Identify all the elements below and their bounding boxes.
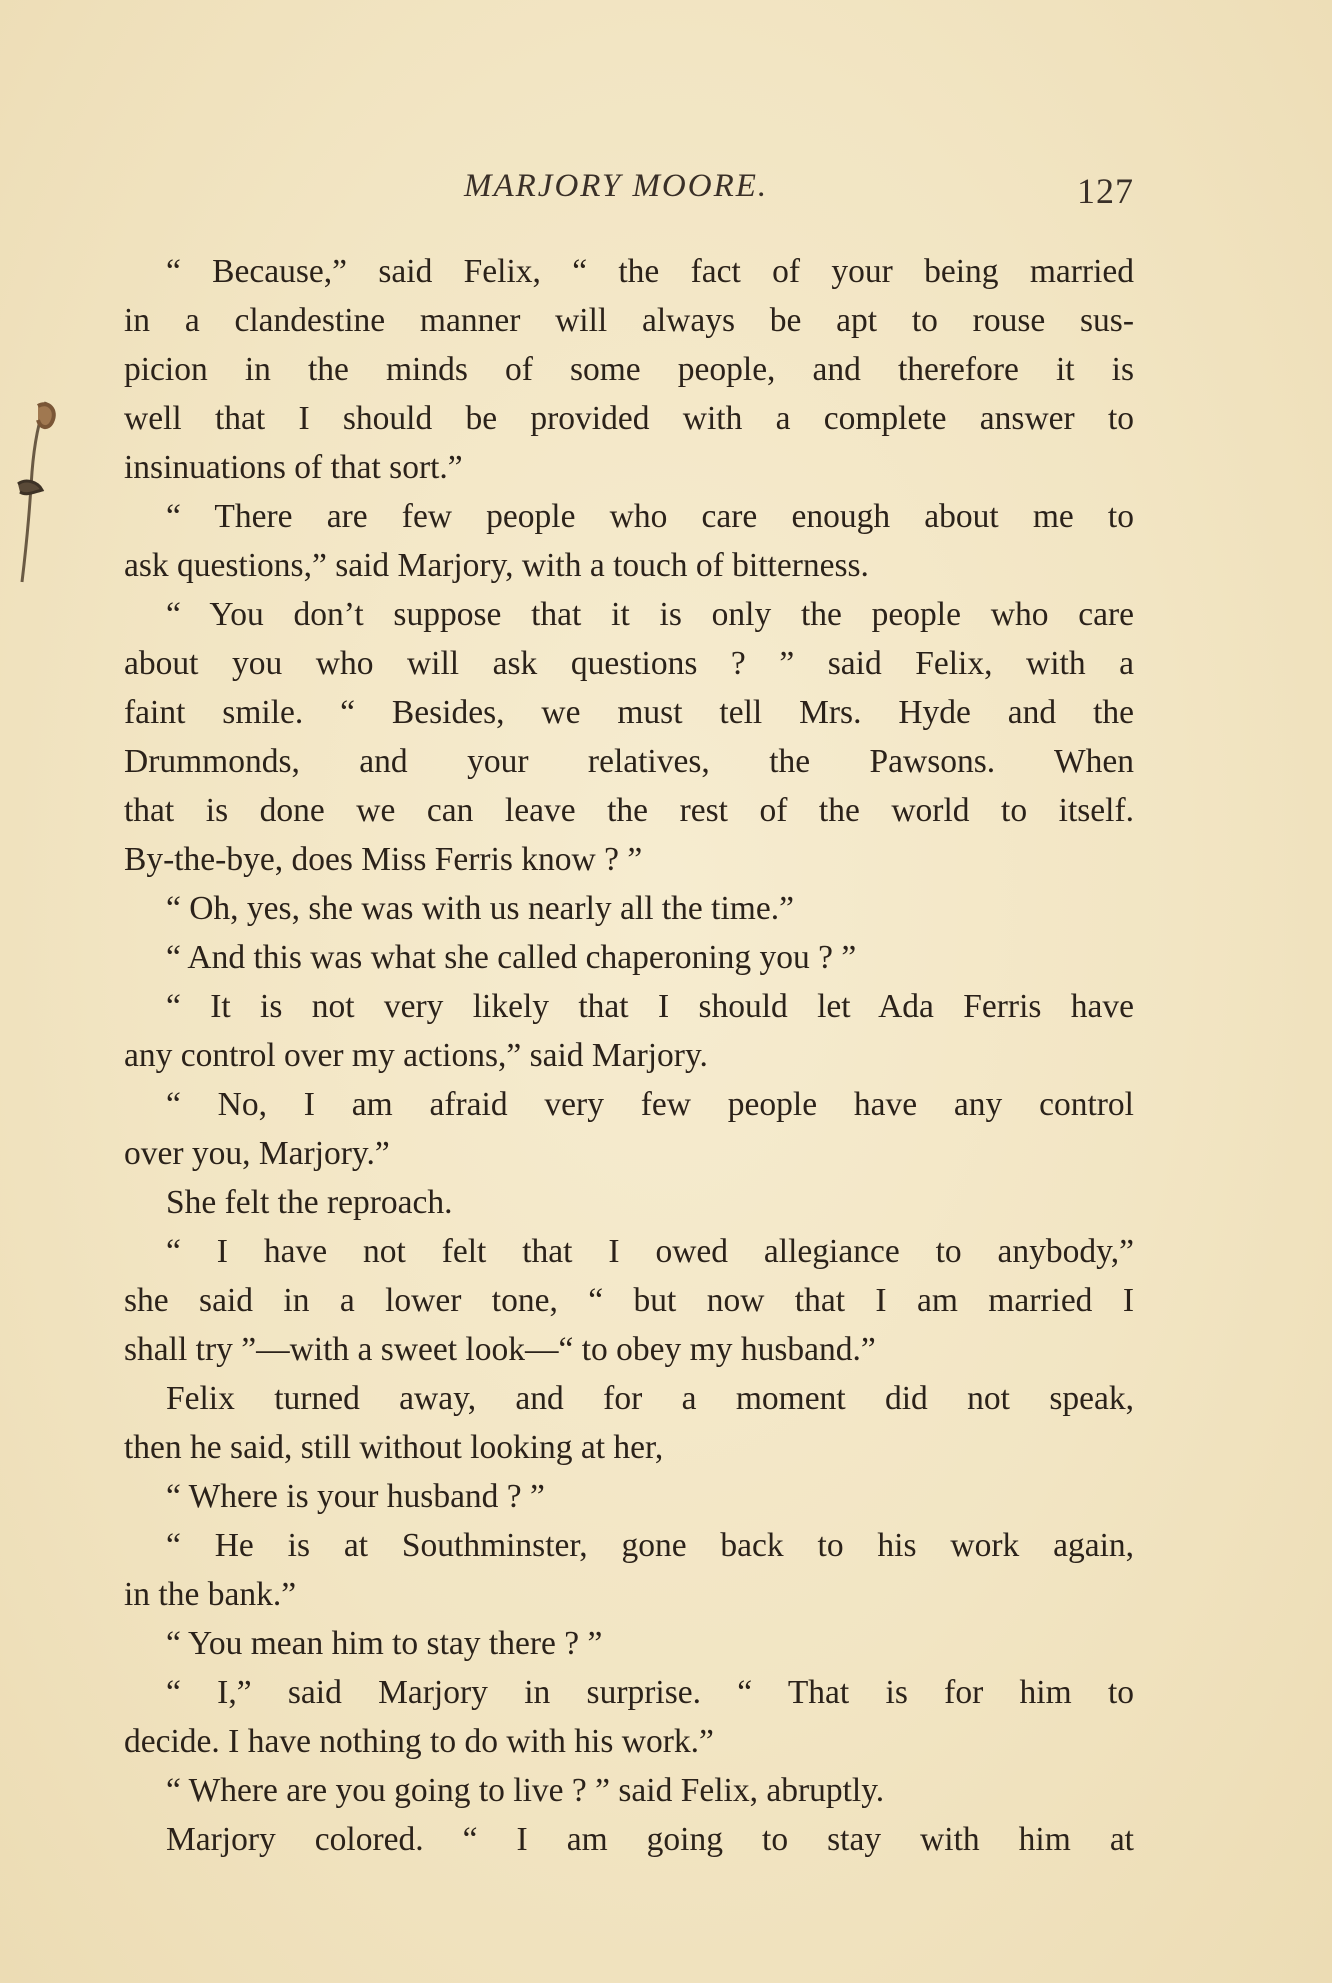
text-line: she said in a lower tone, “ but now that I am married I bbox=[124, 1282, 1134, 1319]
text-line: insinuations of that sort.” bbox=[124, 449, 463, 486]
running-head: MARJORY MOORE. bbox=[464, 168, 769, 204]
page-number: 127 bbox=[1077, 171, 1134, 211]
text-line: faint smile. “ Besides, we must tell Mrs. Hyde and the bbox=[124, 694, 1134, 731]
text-line: in the bank.” bbox=[124, 1576, 297, 1613]
text-line: Felix turned away, and for a moment did not speak, bbox=[166, 1380, 1134, 1417]
text-line: about you who will ask questions ? ” said Felix, with a bbox=[124, 645, 1134, 682]
text-line: “ I,” said Marjory in surprise. “ That is for him to bbox=[166, 1674, 1134, 1711]
text-line: over you, Marjory.” bbox=[124, 1135, 390, 1172]
text-line: “ No, I am afraid very few people have any control bbox=[166, 1086, 1134, 1123]
text-line: “ You don’t suppose that it is only the people who care bbox=[166, 596, 1134, 633]
text-line: “ Oh, yes, she was with us nearly all the time.” bbox=[166, 890, 794, 927]
pencil-margin-mark bbox=[8, 392, 68, 592]
text-line: “ It is not very likely that I should let Ada Ferris have bbox=[166, 988, 1134, 1025]
text-line: “ You mean him to stay there ? ” bbox=[166, 1625, 603, 1662]
text-line: well that I should be provided with a complete answer to bbox=[124, 400, 1134, 437]
text-line: “ Where is your husband ? ” bbox=[166, 1478, 545, 1515]
text-line: ask questions,” said Marjory, with a touch of bitterness. bbox=[124, 547, 869, 584]
page-header bbox=[124, 168, 1134, 228]
text-line: shall try ”—with a sweet look—“ to obey my husband.” bbox=[124, 1331, 876, 1368]
text-line: “ And this was what she called chaperoning you ? ” bbox=[166, 939, 857, 976]
text-line: picion in the minds of some people, and therefore it is bbox=[124, 351, 1134, 388]
text-line: then he said, still without looking at her, bbox=[124, 1429, 664, 1466]
text-line: that is done we can leave the rest of the world to itself. bbox=[124, 792, 1134, 829]
body-text bbox=[124, 247, 1134, 1864]
text-line: “ Where are you going to live ? ” said Felix, abruptly. bbox=[166, 1772, 885, 1809]
text-line: “ There are few people who care enough about me to bbox=[166, 498, 1134, 535]
text-line: Marjory colored. “ I am going to stay with him at bbox=[166, 1821, 1134, 1858]
text-line: decide. I have nothing to do with his work.” bbox=[124, 1723, 714, 1760]
text-line: in a clandestine manner will always be apt to rouse sus- bbox=[124, 302, 1134, 339]
text-line: “ He is at Southminster, gone back to his work again, bbox=[166, 1527, 1134, 1564]
text-line: She felt the reproach. bbox=[166, 1184, 453, 1221]
text-line: By-the-bye, does Miss Ferris know ? ” bbox=[124, 841, 643, 878]
text-line: “ Because,” said Felix, “ the fact of your being married bbox=[166, 253, 1134, 290]
text-line: “ I have not felt that I owed allegiance to anybody,” bbox=[166, 1233, 1134, 1270]
text-line: any control over my actions,” said Marjory. bbox=[124, 1037, 708, 1074]
text-line: Drummonds, and your relatives, the Pawsons. When bbox=[124, 743, 1134, 780]
